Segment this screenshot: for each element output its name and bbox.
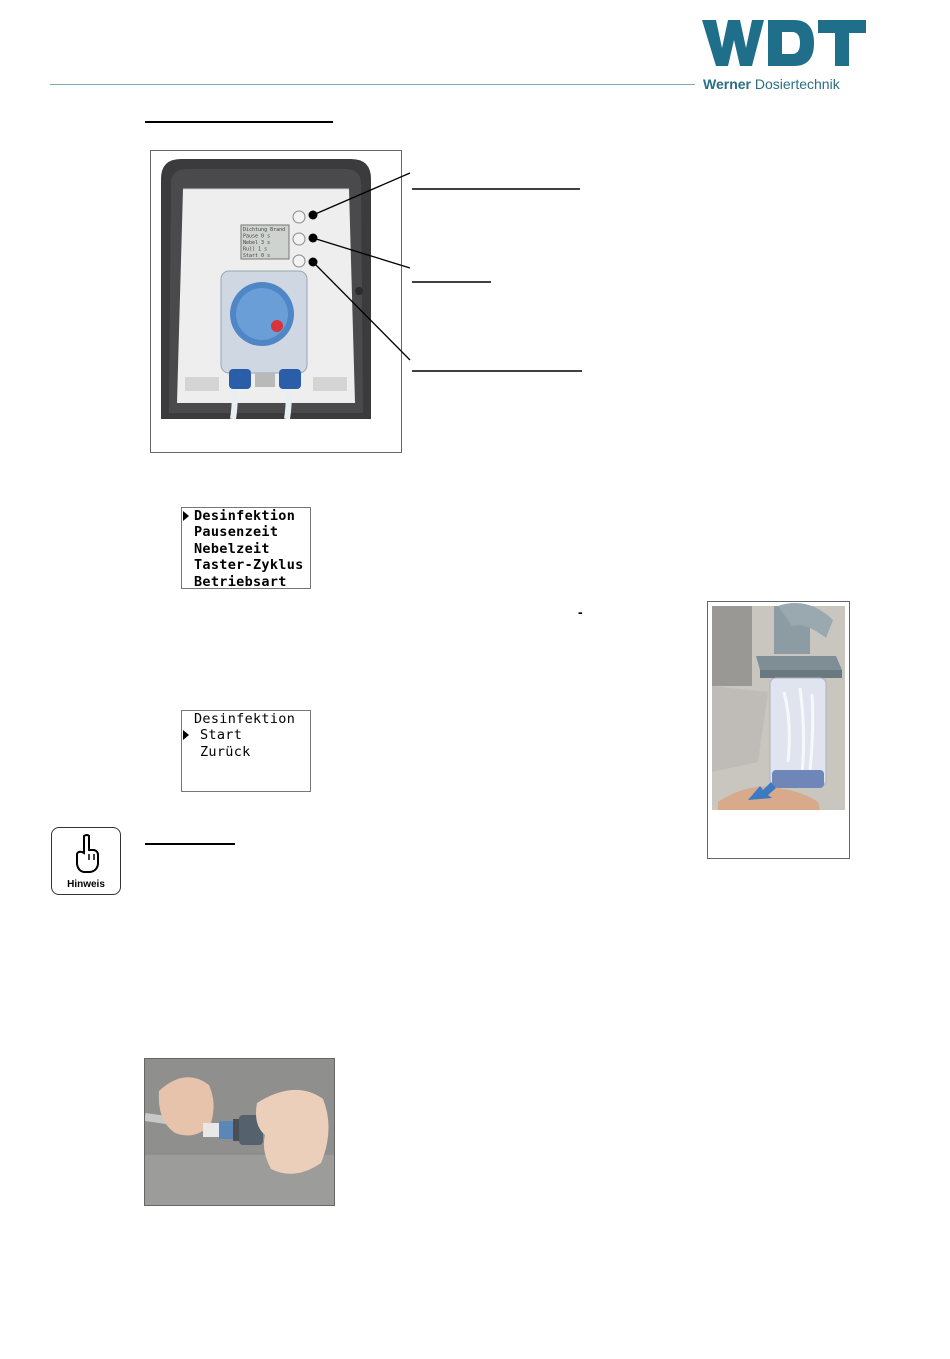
menu-item-label: Desinfektion [194, 508, 296, 524]
panel-display-line: Dichtung Brand [243, 227, 286, 233]
hinweis-icon [51, 827, 121, 895]
hinweis-label: Hinweis [67, 879, 105, 890]
logo-tagline: Werner Dosiertechnik [703, 76, 840, 92]
menu-item-label: Zurück [200, 743, 251, 760]
filter-photo [708, 602, 849, 858]
submenu-title [182, 711, 310, 727]
small-mark: - [578, 604, 583, 620]
menu-item-label: Taster-Zyklus [194, 557, 304, 574]
lcd-main-menu [181, 507, 311, 589]
pointing-hand-icon [74, 834, 100, 874]
menu-item-taster-zyklus [182, 557, 310, 573]
callout-lines [0, 0, 950, 500]
filter-photo-frame [707, 601, 850, 859]
menu-item-label: Betriebsart [194, 573, 287, 590]
callout-dot-enter [309, 234, 318, 243]
callout-dot-up [309, 211, 318, 220]
submenu-item-start [182, 727, 310, 743]
menu-cursor-icon [183, 511, 189, 521]
panel-display-line: Start 0 s [243, 253, 271, 259]
menu-item-label: Nebelzeit [194, 540, 270, 557]
submenu-item-zurueck [182, 744, 310, 760]
hinweis-heading-underline [145, 843, 235, 845]
menu-item-label: Start [200, 727, 243, 744]
connector-photo-frame [144, 1058, 335, 1206]
connector-photo [145, 1059, 334, 1205]
panel-display-line: Pause 0 s [243, 233, 271, 240]
panel-display-line: Nebel 3 s [243, 240, 271, 246]
menu-cursor-icon [183, 730, 189, 740]
menu-item-label: Pausenzeit [194, 524, 279, 541]
panel-display-line: Rull 1 s [243, 246, 268, 253]
menu-item-pausenzeit [182, 524, 310, 540]
callout-dot-down [309, 258, 318, 267]
lcd-desinfektion-menu [181, 710, 311, 792]
submenu-title-label: Desinfektion [194, 711, 296, 727]
menu-item-nebelzeit [182, 541, 310, 557]
menu-item-betriebsart [182, 574, 310, 590]
menu-item-desinfektion [182, 508, 310, 524]
